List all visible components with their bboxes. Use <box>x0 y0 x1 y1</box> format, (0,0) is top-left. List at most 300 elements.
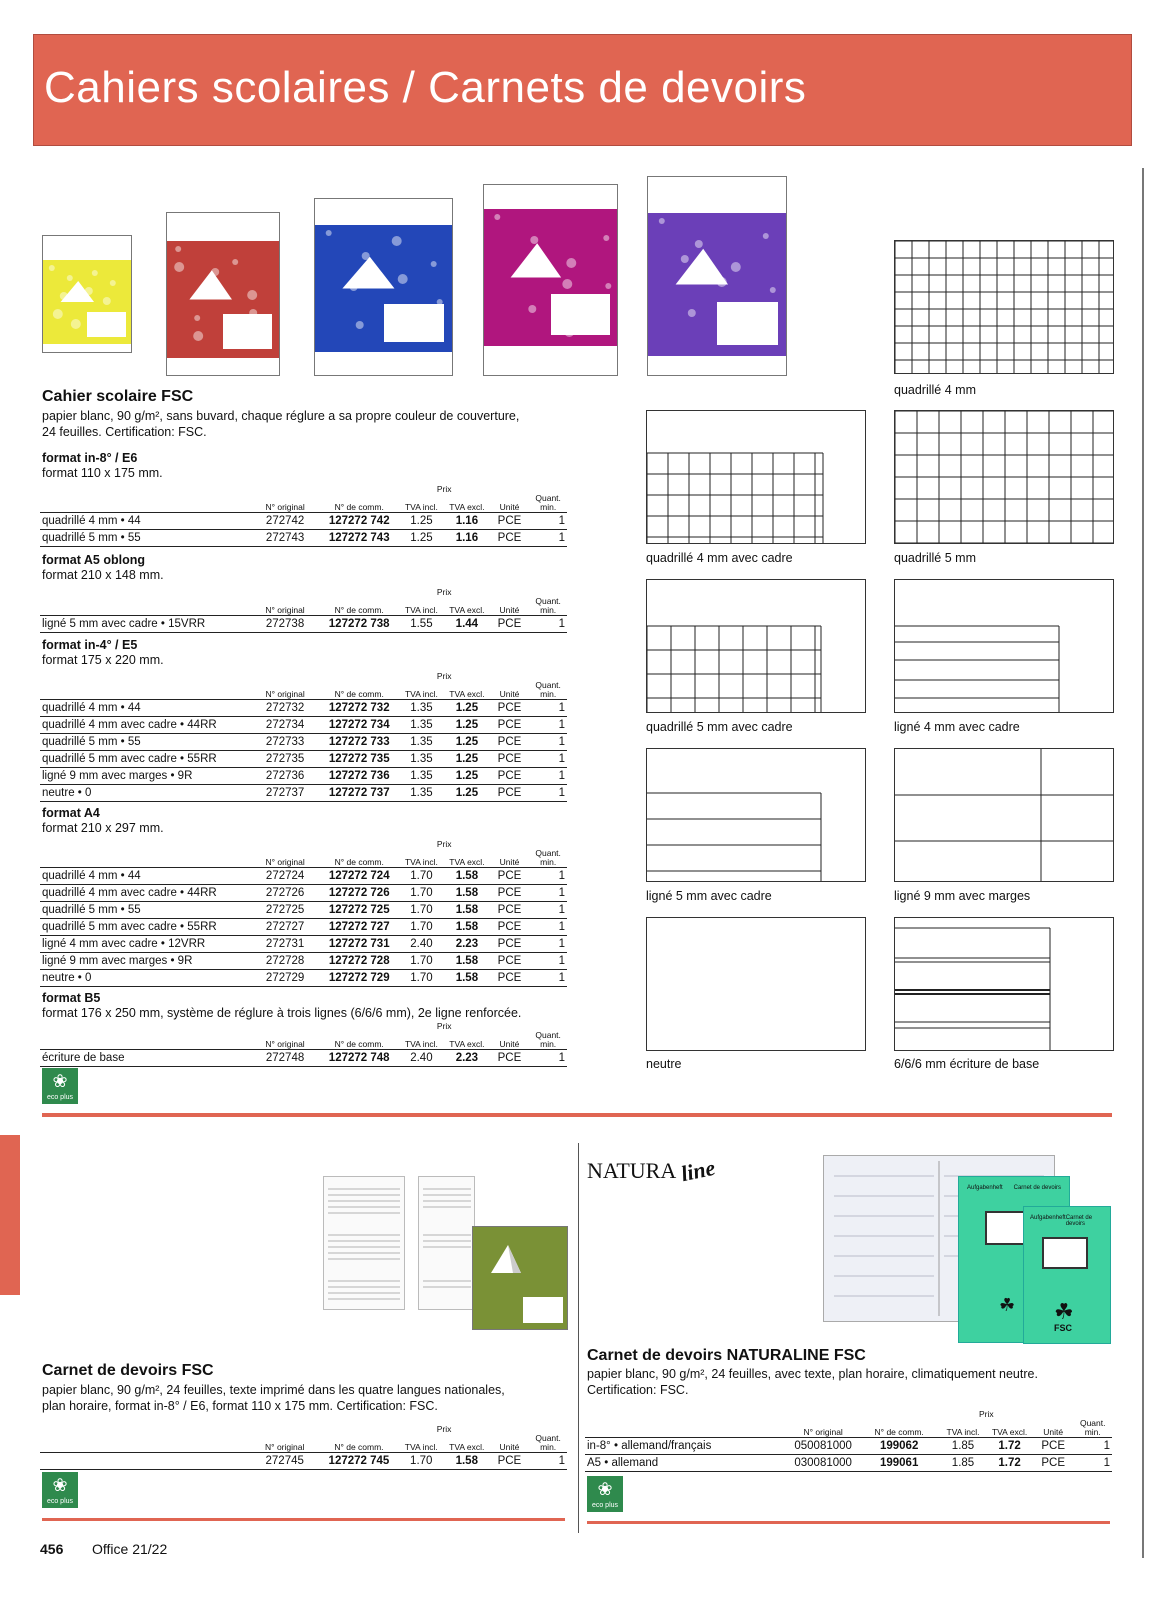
cell-qty: 1 <box>529 616 567 633</box>
cell-incl: 1.70 <box>399 902 444 919</box>
cell-excl: 1.25 <box>444 734 489 751</box>
cell-incl: 1.85 <box>940 1455 987 1472</box>
cell-desc: quadrillé 4 mm • 44 <box>40 868 250 885</box>
column-header: TVA excl. <box>444 597 489 616</box>
column-header: Unité <box>490 1031 530 1050</box>
cover-yellow <box>42 235 132 353</box>
cell-incl: 1.35 <box>399 751 444 768</box>
table-row <box>40 734 567 751</box>
cover-red <box>166 212 280 376</box>
tree-icon: ☘ <box>999 1295 1016 1315</box>
price-table: Prix N° original N° de comm. TVA incl. TVA excl. Unité Quant. min. quadrillé 4 mm • 44 272724 127272 724 1.70 1.58 PCE 1 quadrillé 4 mm avec cadre • 44RR 272726 127272 726 1.70 1.58 PCE 1 quadrillé 5 mm • 55 272725 127272 725 1.70 1.58 PCE 1 quadrillé 5 mm avec cadre • 55RR 272727 127272 727 1.70 1.58 PCE 1 ligné 4 mm avec cadre • 12VRR 272731 127272 731 2.40 2.23 PCE 1 ligné 9 mm avec marges • 9R 272728 127272 728 1.70 1.58 PCE 1 neutre • 0 272729 127272 729 1.70 1.58 PCE 1 <box>40 840 567 987</box>
cell-incl: 1.35 <box>399 734 444 751</box>
cell-excl: 1.58 <box>444 902 489 919</box>
cell-comm: 127272 734 <box>320 717 399 734</box>
cell-incl: 1.25 <box>399 513 444 530</box>
column-header: N° de comm. <box>319 1434 398 1453</box>
column-header: Unité <box>490 681 530 700</box>
ruling-pattern <box>647 918 865 1050</box>
table-row <box>585 1438 1112 1455</box>
cell-desc: quadrillé 5 mm • 55 <box>40 902 250 919</box>
column-header: Quant. min. <box>1073 1419 1112 1438</box>
column-header: TVA incl. <box>399 494 444 513</box>
cell-qty: 1 <box>529 885 567 902</box>
cell-comm: 127272 748 <box>320 1050 399 1067</box>
cell-desc: quadrillé 4 mm • 44 <box>40 513 250 530</box>
sample-quad4 <box>894 240 1114 374</box>
eco-plus-badge-naturaline: ❀ eco plus <box>587 1476 623 1512</box>
cell-excl: 1.25 <box>444 751 489 768</box>
column-header: Unité <box>490 597 530 616</box>
carnet-cover-green <box>472 1226 568 1330</box>
name-label-box <box>523 1297 563 1323</box>
cell-comm: 127272 732 <box>320 700 399 717</box>
cell-unit: PCE <box>490 616 530 633</box>
mountain-icon <box>484 185 617 375</box>
cell-orig: 272732 <box>250 700 319 717</box>
table-row <box>40 785 567 802</box>
ruling-label: neutre <box>646 1057 682 1071</box>
cell-incl: 1.35 <box>399 785 444 802</box>
cell-comm: 127272 737 <box>320 785 399 802</box>
column-header: TVA incl. <box>398 1434 444 1453</box>
cell-incl: 1.25 <box>399 530 444 547</box>
cell-comm: 127272 743 <box>320 530 399 547</box>
column-header: TVA excl. <box>444 1434 490 1453</box>
cell-qty: 1 <box>1073 1455 1112 1472</box>
cell-excl: 1.58 <box>444 868 489 885</box>
column-header: Quant. min. <box>529 1031 567 1050</box>
ruling-pattern <box>895 749 1113 881</box>
column-header: Quant. min. <box>529 597 567 616</box>
leaf-icon: ❀ <box>52 1475 68 1495</box>
format-heading: format B5 <box>42 991 101 1005</box>
cell-desc: ligné 4 mm avec cadre • 12VRR <box>40 936 250 953</box>
cell-orig: 272727 <box>250 919 319 936</box>
cell-desc: écriture de base <box>40 1050 250 1067</box>
price-table: Prix N° original N° de comm. TVA incl. TVA excl. Unité Quant. min. ligné 5 mm avec cadre • 15VRR 272738 127272 738 1.55 1.44 PCE 1 <box>40 588 567 633</box>
ruling-label: ligné 9 mm avec marges <box>894 889 1031 903</box>
cover-blue <box>314 198 453 376</box>
table-row <box>40 868 567 885</box>
table-row <box>40 919 567 936</box>
cell-desc: neutre • 0 <box>40 785 250 802</box>
column-header <box>40 1031 250 1050</box>
cell-excl: 1.58 <box>444 953 489 970</box>
eco-plus-badge: ❀ eco plus <box>42 1068 78 1104</box>
column-header: N° original <box>250 1031 319 1050</box>
column-header: Quant. min. <box>529 681 567 700</box>
cell-incl: 1.55 <box>399 616 444 633</box>
column-header <box>40 494 250 513</box>
price-table: Prix N° original N° de comm. TVA incl. TVA excl. Unité Quant. min. écriture de base 272748 127272 748 2.40 2.23 PCE 1 <box>40 1022 567 1067</box>
cell-desc: quadrillé 5 mm • 55 <box>40 734 250 751</box>
mountain-icon <box>167 213 279 375</box>
cell-unit: PCE <box>490 1453 530 1470</box>
cell-orig: 272736 <box>250 768 319 785</box>
cell-unit: PCE <box>490 885 530 902</box>
column-header: N° de comm. <box>320 681 399 700</box>
cell-incl: 1.70 <box>399 919 444 936</box>
price-table: Prix N° original N° de comm. TVA incl. TVA excl. Unité Quant. min. quadrillé 4 mm • 44 272742 127272 742 1.25 1.16 PCE 1 quadrillé 5 mm • 55 272743 127272 743 1.25 1.16 PCE 1 <box>40 485 567 547</box>
carnet-open-page <box>323 1176 405 1310</box>
cell-orig: 272737 <box>250 785 319 802</box>
cell-comm: 127272 738 <box>320 616 399 633</box>
cell-comm: 127272 733 <box>320 734 399 751</box>
cell-desc: quadrillé 4 mm • 44 <box>40 700 250 717</box>
ruling-pattern <box>895 241 1113 373</box>
price-table: Prix N° original N° de comm. TVA incl. TVA excl. Unité Quant. min. quadrillé 4 mm • 44 272732 127272 732 1.35 1.25 PCE 1 quadrillé 4 mm avec cadre • 44RR 272734 127272 734 1.35 1.25 PCE 1 quadrillé 5 mm • 55 272733 127272 733 1.35 1.25 PCE 1 quadrillé 5 mm avec cadre • 55RR 272735 127272 735 1.35 1.25 PCE 1 ligné 9 mm avec marges • 9R 272736 127272 736 1.35 1.25 PCE 1 neutre • 0 272737 127272 737 1.35 1.25 PCE 1 <box>40 672 567 802</box>
table-row <box>40 970 567 987</box>
format-heading: format in-8° / E6 <box>42 451 138 465</box>
column-header: TVA incl. <box>399 1031 444 1050</box>
cell-comm: 127272 742 <box>320 513 399 530</box>
column-header: TVA excl. <box>986 1419 1033 1438</box>
cell-orig: 272726 <box>250 885 319 902</box>
carnet-title: Carnet de devoirs FSC <box>42 1362 214 1379</box>
table-row <box>585 1455 1112 1472</box>
cell-unit: PCE <box>490 936 530 953</box>
cell-excl: 1.25 <box>444 717 489 734</box>
ruling-label: ligné 4 mm avec cadre <box>894 720 1020 734</box>
format-size: format 175 x 220 mm. <box>42 653 164 667</box>
fsc-logo: FSC <box>1054 1323 1072 1333</box>
cell-excl: 2.23 <box>444 1050 489 1067</box>
cell-excl: 2.23 <box>444 936 489 953</box>
cell-incl: 2.40 <box>399 936 444 953</box>
format-heading: format A4 <box>42 806 100 820</box>
section-tab <box>0 1135 20 1295</box>
column-header: N° original <box>250 1434 319 1453</box>
cell-qty: 1 <box>529 1050 567 1067</box>
tree-icon: ☘ <box>1054 1299 1074 1324</box>
cell-incl: 1.70 <box>399 885 444 902</box>
cell-desc <box>40 1453 250 1470</box>
cell-qty: 1 <box>529 953 567 970</box>
format-heading: format A5 oblong <box>42 553 146 567</box>
cell-excl: 1.25 <box>444 700 489 717</box>
column-header: TVA excl. <box>444 1031 489 1050</box>
ruling-label: quadrillé 5 mm <box>894 551 976 565</box>
ruling-label: quadrillé 4 mm <box>894 383 976 397</box>
column-header <box>40 1434 250 1453</box>
column-header: Quant. min. <box>529 849 567 868</box>
cell-incl: 1.35 <box>399 717 444 734</box>
name-label-box <box>223 314 272 349</box>
cell-orig: 272748 <box>250 1050 319 1067</box>
eco-plus-badge-carnet: ❀ eco plus <box>42 1472 78 1508</box>
naturaline-title: Carnet de devoirs NATURALINE FSC <box>587 1347 866 1364</box>
naturaline-cover-1: Aufgabenheft Carnet de devoirs ☘ <box>958 1176 1070 1343</box>
column-header: Unité <box>490 1434 530 1453</box>
naturaline-divider <box>578 1143 579 1533</box>
divider-naturaline <box>587 1521 1110 1524</box>
cell-desc: quadrillé 4 mm avec cadre • 44RR <box>40 717 250 734</box>
table-row <box>40 936 567 953</box>
column-header: TVA incl. <box>399 849 444 868</box>
cell-orig: 272733 <box>250 734 319 751</box>
cell-incl: 1.70 <box>399 953 444 970</box>
ruling-label: quadrillé 4 mm avec cadre <box>646 551 793 565</box>
cell-orig: 272743 <box>250 530 319 547</box>
cell-orig: 272735 <box>250 751 319 768</box>
cell-unit: PCE <box>490 751 530 768</box>
cell-incl: 1.70 <box>399 868 444 885</box>
ruling-label: 6/6/6 mm écriture de base <box>894 1057 1040 1071</box>
table-row <box>40 953 567 970</box>
cell-incl: 1.85 <box>940 1438 987 1455</box>
cell-unit: PCE <box>490 734 530 751</box>
cell-desc: A5 • allemand <box>585 1455 788 1472</box>
cover-purple <box>647 176 787 376</box>
cell-qty: 1 <box>529 700 567 717</box>
mountain-icon <box>648 177 786 375</box>
carnet-page-lines <box>324 1177 404 1309</box>
column-header: Unité <box>490 849 530 868</box>
leaf-icon: ❀ <box>597 1479 613 1499</box>
cell-unit: PCE <box>490 513 530 530</box>
ruling-label: ligné 5 mm avec cadre <box>646 889 772 903</box>
cell-comm: 127272 725 <box>320 902 399 919</box>
cell-orig: 272731 <box>250 936 319 953</box>
cell-excl: 1.25 <box>444 785 489 802</box>
cell-desc: ligné 9 mm avec marges • 9R <box>40 953 250 970</box>
cell-qty: 1 <box>529 785 567 802</box>
cell-qty: 1 <box>529 868 567 885</box>
cell-desc: ligné 5 mm avec cadre • 15VRR <box>40 616 250 633</box>
column-header: Unité <box>490 494 530 513</box>
name-label-box <box>384 304 444 342</box>
cahier-title: Cahier scolaire FSC <box>42 388 194 405</box>
table-row <box>40 768 567 785</box>
cell-comm: 127272 735 <box>320 751 399 768</box>
table-row <box>40 751 567 768</box>
cell-unit: PCE <box>490 919 530 936</box>
cell-comm: 127272 727 <box>320 919 399 936</box>
price-table: Prix N° original N° de comm. TVA incl. TVA excl. Unité Quant. min. in-8° • allemand/français 050081000 199062 1.85 1.72 PCE 1 A5 • allemand 030081000 199061 1.85 1.72 PCE 1 <box>585 1410 1112 1472</box>
cell-comm: 199061 <box>859 1455 940 1472</box>
cell-comm: 127272 736 <box>320 768 399 785</box>
cell-orig: 272729 <box>250 970 319 987</box>
cell-unit: PCE <box>490 970 530 987</box>
ruling-pattern <box>647 580 865 712</box>
name-label-box <box>87 312 126 337</box>
sample-ligne5-cadre <box>646 748 866 882</box>
cell-qty: 1 <box>529 936 567 953</box>
cell-desc: neutre • 0 <box>40 970 250 987</box>
leaf-icon: ❀ <box>52 1071 68 1091</box>
cell-excl: 1.72 <box>986 1438 1033 1455</box>
table-row <box>40 1453 567 1470</box>
cell-unit: PCE <box>490 953 530 970</box>
cell-qty: 1 <box>529 768 567 785</box>
cell-qty: 1 <box>529 970 567 987</box>
cell-unit: PCE <box>490 530 530 547</box>
cell-incl: 1.35 <box>399 700 444 717</box>
cell-qty: 1 <box>529 717 567 734</box>
cell-comm: 127272 728 <box>320 953 399 970</box>
cell-excl: 1.58 <box>444 970 489 987</box>
column-header: TVA incl. <box>940 1419 987 1438</box>
table-row <box>40 513 567 530</box>
column-header: Quant. min. <box>529 1434 567 1453</box>
format-size: format 176 x 250 mm, système de réglure à trois lignes (6/6/6 mm), 2e ligne renforcée. <box>42 1006 522 1020</box>
column-header: TVA excl. <box>444 494 489 513</box>
divider-carnet <box>42 1518 565 1521</box>
column-header <box>40 681 250 700</box>
cell-comm: 127272 729 <box>320 970 399 987</box>
column-divider <box>1142 168 1144 1558</box>
cell-qty: 1 <box>529 734 567 751</box>
format-heading: format in-4° / E5 <box>42 638 138 652</box>
cell-excl: 1.58 <box>444 919 489 936</box>
cell-excl: 1.44 <box>444 616 489 633</box>
table-row <box>40 902 567 919</box>
column-header: TVA excl. <box>444 681 489 700</box>
cell-orig: 272734 <box>250 717 319 734</box>
column-header: N° original <box>250 849 319 868</box>
header-banner <box>33 34 1132 146</box>
sample-ligne9-marges <box>894 748 1114 882</box>
name-label-box <box>551 294 610 335</box>
cell-unit: PCE <box>490 1050 530 1067</box>
column-header: N° de comm. <box>320 1031 399 1050</box>
cell-qty: 1 <box>529 513 567 530</box>
ruling-pattern <box>895 580 1113 712</box>
sample-ligne4-cadre <box>894 579 1114 713</box>
format-size: format 210 x 297 mm. <box>42 821 164 835</box>
sample-quad5 <box>894 410 1114 544</box>
cell-qty: 1 <box>529 1453 567 1470</box>
cell-comm: 127272 726 <box>320 885 399 902</box>
cell-comm: 127272 731 <box>320 936 399 953</box>
cell-unit: PCE <box>1033 1455 1074 1472</box>
sample-neutre <box>646 917 866 1051</box>
cell-qty: 1 <box>1073 1438 1112 1455</box>
sample-ecriture <box>894 917 1114 1051</box>
section-divider <box>42 1113 1112 1117</box>
format-size: format 210 x 148 mm. <box>42 568 164 582</box>
cell-unit: PCE <box>490 785 530 802</box>
cell-comm: 127272 724 <box>320 868 399 885</box>
carnet-page-lines-2 <box>419 1177 474 1309</box>
cell-excl: 1.16 <box>444 513 489 530</box>
cell-comm: 199062 <box>859 1438 940 1455</box>
cell-unit: PCE <box>490 700 530 717</box>
column-header: N° original <box>250 597 319 616</box>
cell-incl: 1.70 <box>399 970 444 987</box>
column-header: N° original <box>250 494 319 513</box>
column-header: N° de comm. <box>320 494 399 513</box>
carnet-description: papier blanc, 90 g/m², 24 feuilles, texte imprimé dans les quatre langues nationales, plan horaire, format in-8° / E6, format 110 x 175 mm. Certification: FSC. <box>42 1383 505 1413</box>
cell-unit: PCE <box>1033 1438 1074 1455</box>
name-label-box <box>717 302 778 345</box>
cell-desc: quadrillé 4 mm avec cadre • 44RR <box>40 885 250 902</box>
cell-unit: PCE <box>490 768 530 785</box>
cell-qty: 1 <box>529 919 567 936</box>
cell-orig: 272745 <box>250 1453 319 1470</box>
cell-orig: 050081000 <box>788 1438 859 1455</box>
page-title: Cahiers scolaires / Carnets de devoirs <box>44 63 807 112</box>
cell-desc: quadrillé 5 mm • 55 <box>40 530 250 547</box>
cell-comm: 127272 745 <box>319 1453 398 1470</box>
cell-orig: 272725 <box>250 902 319 919</box>
cahier-description: papier blanc, 90 g/m², sans buvard, chaque réglure a sa propre couleur de couverture, 24 feuilles. Certification: FSC. <box>42 409 520 439</box>
column-header: N° original <box>788 1419 859 1438</box>
table-row <box>40 530 567 547</box>
cell-qty: 1 <box>529 751 567 768</box>
cell-desc: ligné 9 mm avec marges • 9R <box>40 768 250 785</box>
naturaline-description: papier blanc, 90 g/m², 24 feuilles, avec texte, plan horaire, climatiquement neutre. Certification: FSC. <box>587 1367 1038 1397</box>
sample-quad5-cadre <box>646 579 866 713</box>
column-header: N° de comm. <box>320 597 399 616</box>
cell-incl: 1.70 <box>398 1453 444 1470</box>
mountain-icon <box>315 199 452 375</box>
column-header: TVA incl. <box>399 681 444 700</box>
table-row <box>40 700 567 717</box>
cell-excl: 1.16 <box>444 530 489 547</box>
column-header: TVA excl. <box>444 849 489 868</box>
price-table: Prix N° original N° de comm. TVA incl. TVA excl. Unité Quant. min. 272745 127272 745 1.70 1.58 PCE 1 <box>40 1425 567 1470</box>
cell-excl: 1.58 <box>444 1453 490 1470</box>
column-header <box>40 849 250 868</box>
catalog-name: Office 21/22 <box>92 1541 168 1557</box>
cell-orig: 272724 <box>250 868 319 885</box>
cell-incl: 2.40 <box>399 1050 444 1067</box>
ruling-pattern <box>895 411 1113 543</box>
carnet-open-page-2 <box>418 1176 475 1310</box>
column-header: Unité <box>1033 1419 1074 1438</box>
cell-desc: quadrillé 5 mm avec cadre • 55RR <box>40 751 250 768</box>
naturaline-cover-2: Aufgabenheft Carnet de devoirs ☘ FSC <box>1023 1206 1111 1344</box>
column-header: N° de comm. <box>859 1419 940 1438</box>
cell-desc: quadrillé 5 mm avec cadre • 55RR <box>40 919 250 936</box>
cell-unit: PCE <box>490 717 530 734</box>
table-row <box>40 616 567 633</box>
cover-magenta <box>483 184 618 376</box>
page-number: 456 <box>40 1541 64 1557</box>
cell-excl: 1.25 <box>444 768 489 785</box>
cell-excl: 1.72 <box>986 1455 1033 1472</box>
cell-excl: 1.58 <box>444 885 489 902</box>
cell-qty: 1 <box>529 902 567 919</box>
ruling-pattern <box>895 918 1113 1050</box>
cell-qty: 1 <box>529 530 567 547</box>
cell-orig: 272742 <box>250 513 319 530</box>
column-header: Quant. min. <box>529 494 567 513</box>
column-header: TVA incl. <box>399 597 444 616</box>
ruling-label: quadrillé 5 mm avec cadre <box>646 720 793 734</box>
cell-desc: in-8° • allemand/français <box>585 1438 788 1455</box>
format-size: format 110 x 175 mm. <box>42 466 163 480</box>
cell-incl: 1.35 <box>399 768 444 785</box>
table-row <box>40 717 567 734</box>
table-row <box>40 885 567 902</box>
book-icon <box>1042 1237 1088 1269</box>
ruling-pattern <box>647 411 865 543</box>
cell-orig: 030081000 <box>788 1455 859 1472</box>
natura-logo: NATURA line <box>587 1154 717 1187</box>
column-header: N° original <box>250 681 319 700</box>
table-row <box>40 1050 567 1067</box>
column-header <box>585 1419 788 1438</box>
column-header: N° de comm. <box>320 849 399 868</box>
cell-unit: PCE <box>490 868 530 885</box>
cell-orig: 272728 <box>250 953 319 970</box>
sample-quad4-cadre <box>646 410 866 544</box>
cell-unit: PCE <box>490 902 530 919</box>
column-header <box>40 597 250 616</box>
